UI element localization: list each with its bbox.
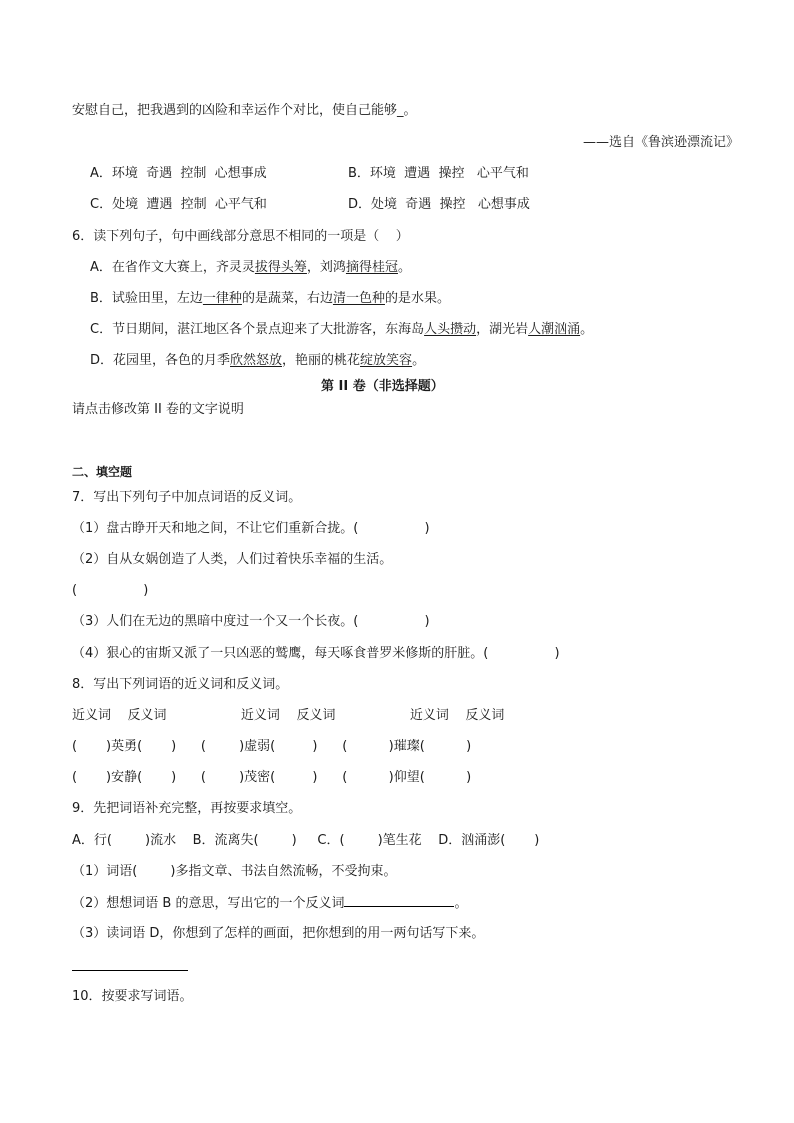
q8-row-2: ( )安静( ) ( )茂密( ) ( )仰望( ) bbox=[72, 770, 472, 785]
text: 。 bbox=[412, 353, 426, 368]
text: B．试验田里，左边 bbox=[90, 291, 203, 306]
q7-item-2-blank: ( ) bbox=[72, 583, 149, 598]
text: 。 bbox=[454, 896, 468, 911]
option-d: D．处境 奇遇 操控 心想事成 bbox=[348, 197, 530, 212]
option-b: B．环境 遭遇 操控 心平气和 bbox=[348, 166, 529, 181]
option-c: C．处境 遭遇 控制 心平气和 bbox=[90, 197, 267, 212]
text: 的是蔬菜，右边 bbox=[241, 291, 333, 306]
volume-2-note: 请点击修改第 II 卷的文字说明 bbox=[72, 402, 244, 417]
underlined-phrase: 清一色种 bbox=[332, 291, 385, 306]
q9-item-3: （3）读词语 D，你想到了怎样的画面，把你想到的用一两句话写下来。 bbox=[72, 926, 485, 941]
underlined-phrase: 欣然怒放 bbox=[230, 353, 283, 368]
q7-item-3: （3）人们在无边的黑暗中度过一个又一个长夜。( ) bbox=[72, 614, 430, 629]
section-heading: 二、填空题 bbox=[72, 465, 133, 479]
q7-item-1: （1）盘古睁开天和地之间，不让它们重新合拢。( ) bbox=[72, 521, 430, 536]
q9-item-2 bbox=[72, 894, 467, 913]
text: ，艳丽的桃花 bbox=[282, 353, 361, 368]
underlined-phrase: 人头攒动 bbox=[424, 322, 477, 337]
q6-option-a bbox=[90, 259, 411, 277]
q6-option-b bbox=[90, 290, 450, 308]
text: D．花园里，各色的月季 bbox=[90, 353, 231, 368]
question-10: 10．按要求写词语。 bbox=[72, 989, 193, 1004]
underlined-phrase: 摘得桂冠 bbox=[345, 260, 398, 275]
underlined-phrase: 人潮汹涌 bbox=[528, 322, 581, 337]
text: 。 bbox=[397, 260, 411, 275]
text: 。 bbox=[580, 322, 594, 337]
text: （2）想想词语 B 的意思，写出它的一个反义词 bbox=[72, 896, 345, 911]
question-6: 6．读下列句子，句中画线部分意思不相同的一项是（ ） bbox=[72, 229, 409, 244]
answer-blank bbox=[344, 894, 454, 907]
answer-line bbox=[72, 970, 188, 971]
volume-2-title: 第 II 卷（非选择题） bbox=[321, 379, 444, 394]
question-9: 9．先把词语补充完整，再按要求填空。 bbox=[72, 801, 302, 816]
q8-row-1: ( )英勇( ) ( )虚弱( ) ( )璀璨( ) bbox=[72, 739, 472, 754]
underlined-phrase: 拔得头筹 bbox=[254, 260, 307, 275]
text-line: 安慰自己，把我遇到的凶险和幸运作个对比，使自己能够_。 bbox=[72, 103, 417, 118]
q7-item-2: （2）自从女娲创造了人类，人们过着快乐幸福的生活。 bbox=[72, 552, 393, 567]
q7-item-4: （4）狠心的宙斯又派了一只凶恶的鹫鹰，每天啄食普罗米修斯的肝脏。( ) bbox=[72, 646, 560, 661]
underlined-phrase: 一律种 bbox=[202, 291, 242, 306]
question-7: 7．写出下列句子中加点词语的反义词。 bbox=[72, 490, 302, 505]
q6-option-c bbox=[90, 321, 593, 339]
text: C．节日期间，湛江地区各个景点迎来了大批游客，东海岛 bbox=[90, 322, 425, 337]
underlined-phrase: 绽放笑容 bbox=[360, 353, 413, 368]
option-a: A．环境 奇遇 控制 心想事成 bbox=[90, 166, 267, 181]
q6-option-d bbox=[90, 352, 425, 370]
q8-column-headers: 近义词 反义词 近义词 反义词 近义词 反义词 bbox=[72, 708, 505, 723]
q9-item-1: （1）词语( )多指文章、书法自然流畅，不受拘束。 bbox=[72, 864, 397, 879]
text: 的是水果。 bbox=[384, 291, 450, 306]
text: ，刘鸿 bbox=[306, 260, 346, 275]
text: ，湖光岩 bbox=[476, 322, 529, 337]
source-citation: ——选自《鲁滨逊漂流记》 bbox=[583, 135, 740, 150]
q9-options: A．行( )流水 B．流离失( ) C．( )笔生花 D．汹涌澎( ) bbox=[72, 833, 540, 848]
question-8: 8．写出下列词语的近义词和反义词。 bbox=[72, 677, 289, 692]
text: A．在省作文大赛上，齐灵灵 bbox=[90, 260, 255, 275]
